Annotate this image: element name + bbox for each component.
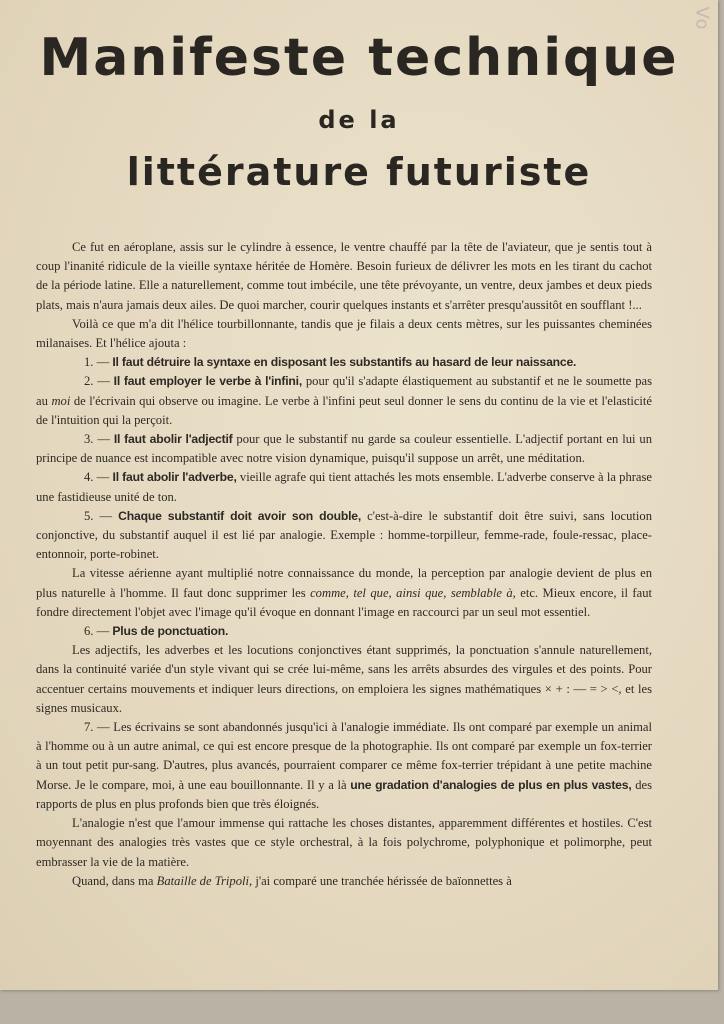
paragraph: Voilà ce que m'a dit l'hélice tourbillonnante, tandis que je filais a deux cents mètres, sur les puissantes cheminées milanaises. Et l'hélice ajouta : (36, 316, 652, 351)
paragraph (36, 872, 652, 891)
paragraph-text: Quand, dans ma (72, 873, 154, 888)
paragraph-text: j'ai comparé une tranchée hérissée de baïonnettes à (255, 873, 512, 888)
rule-7 (36, 718, 652, 814)
rule-number: 2. — (84, 374, 110, 389)
rule-text: 7. — Les écrivains se sont abandonnés jusqu'ici à l'analogie immédiate. Ils ont comparé par exemple un animal à l'homme ou à un autre animal, ce qui est encore presque de la photographie. Ils ont comparé par exemple un fox-terrier à un tout petit pur-sang. D'autres, plus avancés, pourraient comparer ce même fox-terrier trépidant à une petite machine Morse. Je le compare, moi, à une eau bouillonnante. Il y a là (36, 720, 652, 792)
rule-heading: Il faut abolir l'adjectif (113, 432, 233, 447)
rule-heading: une gradation d'analogies de plus en plus vastes, (350, 777, 632, 792)
paragraph: Les adjectifs, les adverbes et les locutions conjonctives étant supprimés, la ponctuation s'annule naturellement, dans la continuité variée d'un style vivant qui se crée lui-même, sans les arrêts absurdes des virgules et des points. Pour accentuer certains mouvements et indiquer leurs directions, on emploiera les signes mathématiques × + : — = > <, et les signes musicaux. (36, 643, 652, 715)
rule-number: 6. — (84, 624, 110, 639)
rule-text: vieille agrafe qui tient attachés les mots ensemble. L'adverbe conserve à la phrase une fastidieuse unité de ton. (36, 470, 653, 504)
rule-number: 4. — (84, 470, 110, 485)
rule-text: de l'écrivain qui observe ou imagine. Le verbe à l'infini peut seul donner le sens du continu de la vie et l'elasticité de l'intuition qui la perçoit. (36, 393, 652, 427)
rule-4 (36, 468, 652, 506)
rule-text: c'est-à-dire le substantif doit être suivi, sans locution conjonctive, du substantif auquel il est lié par analogie. Exemple : homme-torpilleur, femme-rade, foule-ressac, place-entonnoir, porte-robinet. (36, 508, 653, 562)
rule-2 (36, 372, 652, 430)
rule-heading: Il faut abolir l'adverbe, (112, 470, 237, 485)
paragraph-text: La vitesse aérienne ayant multiplié notre connaissance du monde, la perception par analogie devient de plus en plus naturelle à l'homme. Il faut donc supprimer les (36, 566, 652, 600)
body-text (36, 238, 652, 891)
italic-term: comme, tel que, ainsi que, semblable à, (310, 585, 516, 600)
paragraph-text: etc. Mieux encore, il faut fondre directement l'objet avec l'image qu'il évoque en donnant l'image en raccourci par un seul mot essentiel. (36, 585, 652, 619)
paragraph: L'analogie n'est que l'amour immense qui rattache les choses distantes, apparemment différentes et hostiles. C'est moyennant des analogies très vastes que ce style orchestral, à la fois polychrome, polyphonique et polimorphe, peut embrasser la vie de la matière. (36, 816, 652, 869)
pencil-mark: Vo (691, 6, 713, 31)
rule-text: pour qu'il s'adapte élastiquement au substantif et ne le soumette pas au (36, 374, 652, 408)
paragraph (36, 564, 652, 622)
rule-heading: Il faut détruire la syntaxe en disposant les substantifs au hasard de leur naissance. (112, 355, 577, 370)
rule-number: 1. — (84, 355, 110, 370)
rule-3 (36, 430, 652, 468)
title-line-2: de la (318, 106, 400, 134)
rule-number: 5. — (84, 508, 113, 523)
rule-5 (36, 507, 652, 565)
italic-term: moi (51, 393, 71, 408)
rule-number: 3. — (84, 432, 110, 447)
rule-heading: Il faut employer le verbe à l'infini, (113, 374, 303, 389)
paragraph: Ce fut en aéroplane, assis sur le cylindre à essence, le ventre chauffé par la tête de l'aviateur, que je sentis tout à coup l'inanité ridicule de la vieille syntaxe héritée de Homère. Besoin furieux de délivrer les mots en les tirant du cachot de la période latine. Elle a naturellement, comme tout imbécile, une tête prévoyante, un ventre, deux jambes et deux pieds plats, mais n'aura jamais deux ailes. De quoi marcher, courir quelques instants et s'arrêter presqu'aussitôt en soufflant !... (36, 240, 652, 312)
rule-heading: Chaque substantif doit avoir son double, (118, 508, 362, 523)
rule-1 (36, 353, 652, 372)
rule-text: des rapports de plus en plus profonds bien que très éloignés. (36, 777, 653, 811)
rule-heading: Plus de ponctuation. (112, 624, 229, 639)
italic-title: Bataille de Tripoli, (156, 873, 253, 888)
title-line-3: littérature futuriste (126, 150, 592, 194)
rule-6 (36, 622, 652, 641)
rule-text: pour que le substantif nu garde sa couleur essentielle. L'adjectif portant en lui un principe de nuance est incompatible avec notre vision dynamique, puisqu'il suppose un arrêt, une méditation. (36, 432, 652, 466)
title-line-1: Manifeste technique (39, 28, 679, 88)
